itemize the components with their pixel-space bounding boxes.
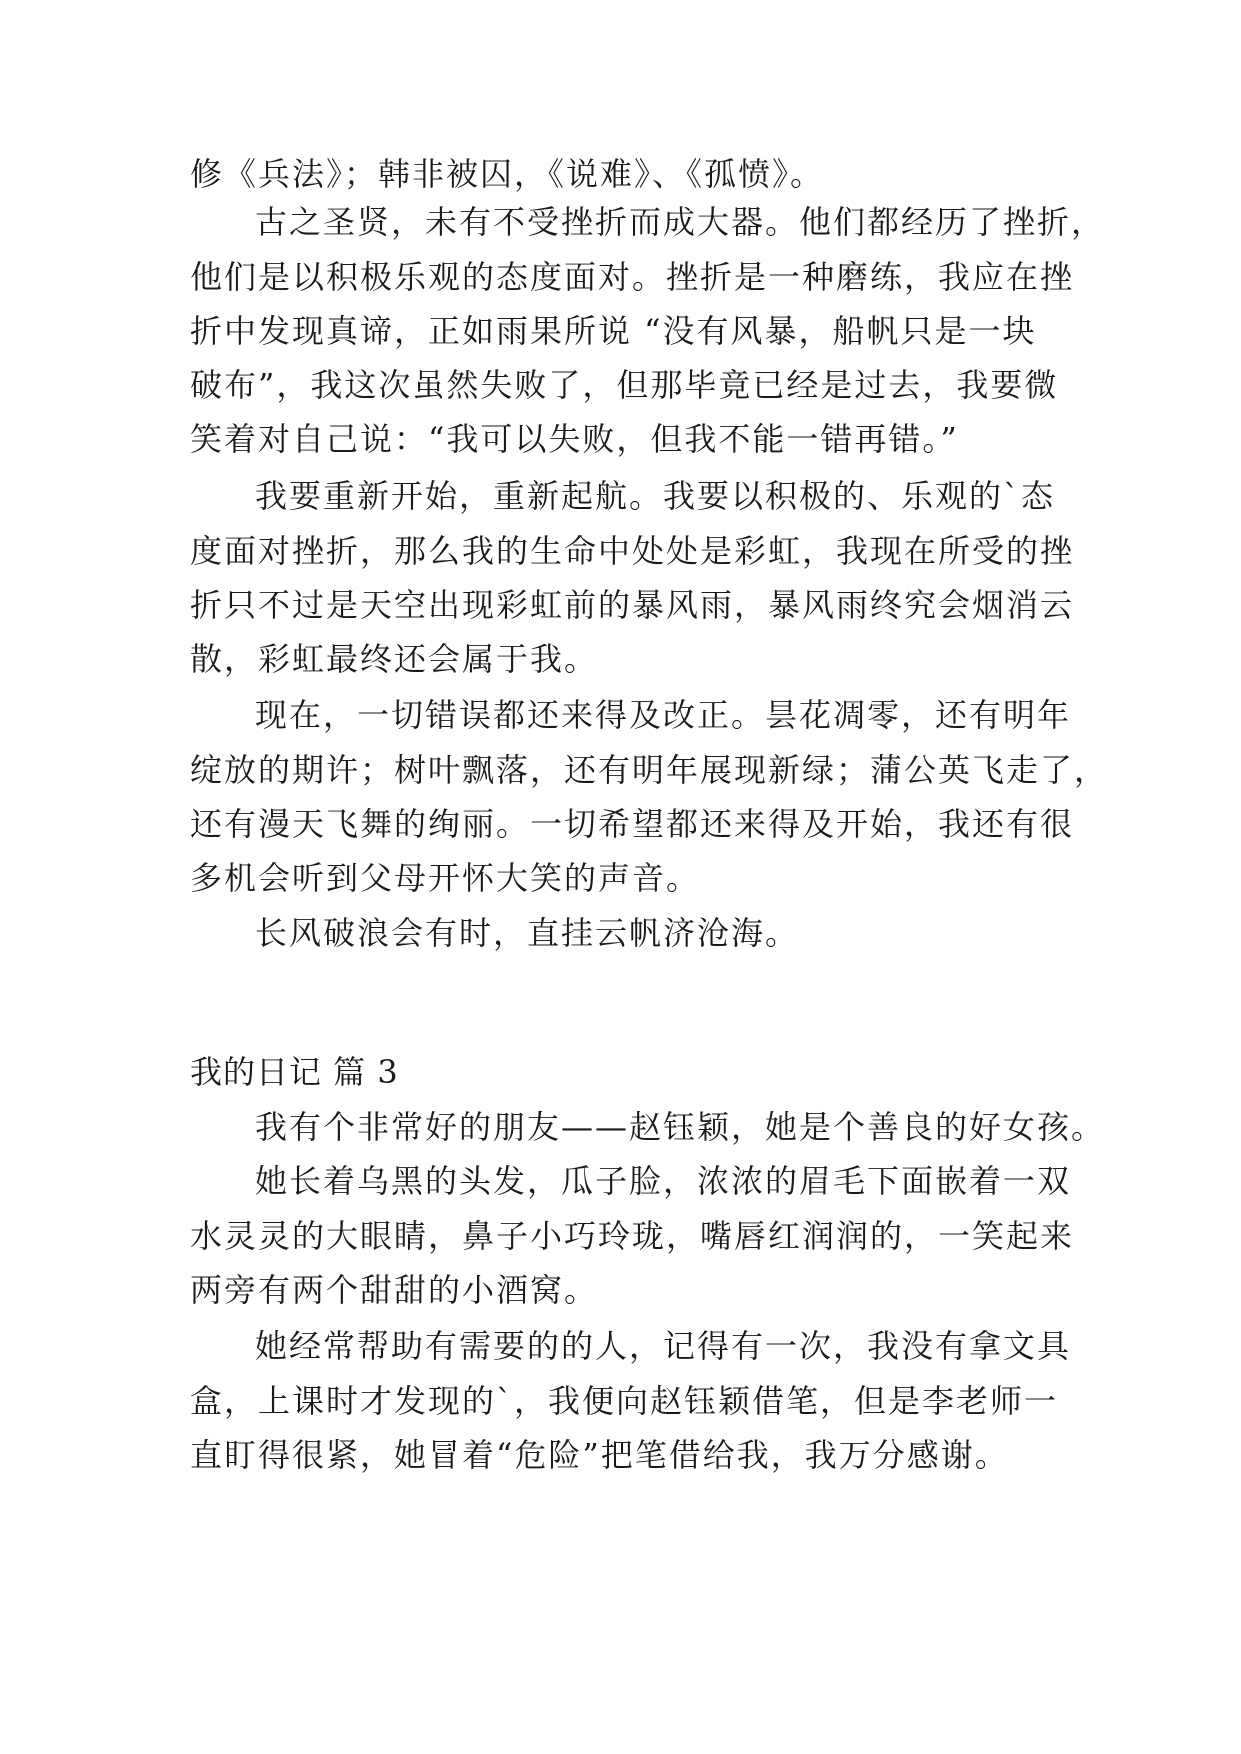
text-line: 还有漫天飞舞的绚丽。一切希望都还来得及开始，我还有很 — [190, 805, 1075, 843]
text-line: 折只不过是天空出现彩虹前的暴风雨，暴风雨终究会烟消云 — [190, 586, 1075, 624]
text-line: 水灵灵的大眼睛，鼻子小巧玲珑，嘴唇红润润的，一笑起来 — [190, 1217, 1075, 1255]
text-line: 多机会听到父母开怀大笑的声音。 — [190, 859, 701, 897]
paragraph-start: 我有个非常好的朋友——赵钰颖，她是个善良的好女孩。 — [255, 1108, 1106, 1146]
paragraph-start: 长风破浪会有时，直挂云帆济沧海。 — [255, 914, 800, 952]
paragraph-start: 她长着乌黑的头发，瓜子脸，浓浓的眉毛下面嵌着一双 — [255, 1162, 1072, 1200]
text-line: 散，彩虹最终还会属于我。 — [190, 640, 599, 678]
section-heading: 我的日记 篇 3 — [190, 1053, 399, 1091]
paragraph-start: 她经常帮助有需要的的人，记得有一次，我没有拿文具 — [255, 1327, 1072, 1365]
text-line: 笑着对自己说：“我可以失败，但我不能一错再错。” — [190, 420, 959, 458]
text-line: 折中发现真谛，正如雨果所说 “没有风暴，船帆只是一块 — [190, 312, 1037, 350]
text-line: 两旁有两个甜甜的小酒窝。 — [190, 1271, 599, 1309]
text-line: 修《兵法》；韩非被囚，《说难》、《孤愤》。 — [190, 155, 825, 193]
text-line: 绽放的期许；树叶飘落，还有明年展现新绿；蒲公英飞走了， — [190, 751, 1109, 789]
paragraph-start: 古之圣贤，未有不受挫折而成大器。他们都经历了挫折， — [255, 203, 1106, 241]
text-line: 盒，上课时才发现的`，我便向赵钰颖借笔，但是李老师一 — [190, 1382, 1059, 1420]
text-line: 破布”，我这次虽然失败了，但那毕竟已经是过去，我要微 — [190, 366, 1059, 404]
text-line: 直盯得很紧，她冒着“危险”把笔借给我，我万分感谢。 — [190, 1436, 1009, 1474]
text-line: 他们是以积极乐观的态度面对。挫折是一种磨练，我应在挫 — [190, 258, 1075, 296]
paragraph-start: 现在，一切错误都还来得及改正。昙花凋零，还有明年 — [255, 696, 1072, 734]
text-line: 度面对挫折，那么我的生命中处处是彩虹，我现在所受的挫 — [190, 532, 1075, 570]
paragraph-start: 我要重新开始，重新起航。我要以积极的、乐观的`态 — [255, 477, 1056, 515]
